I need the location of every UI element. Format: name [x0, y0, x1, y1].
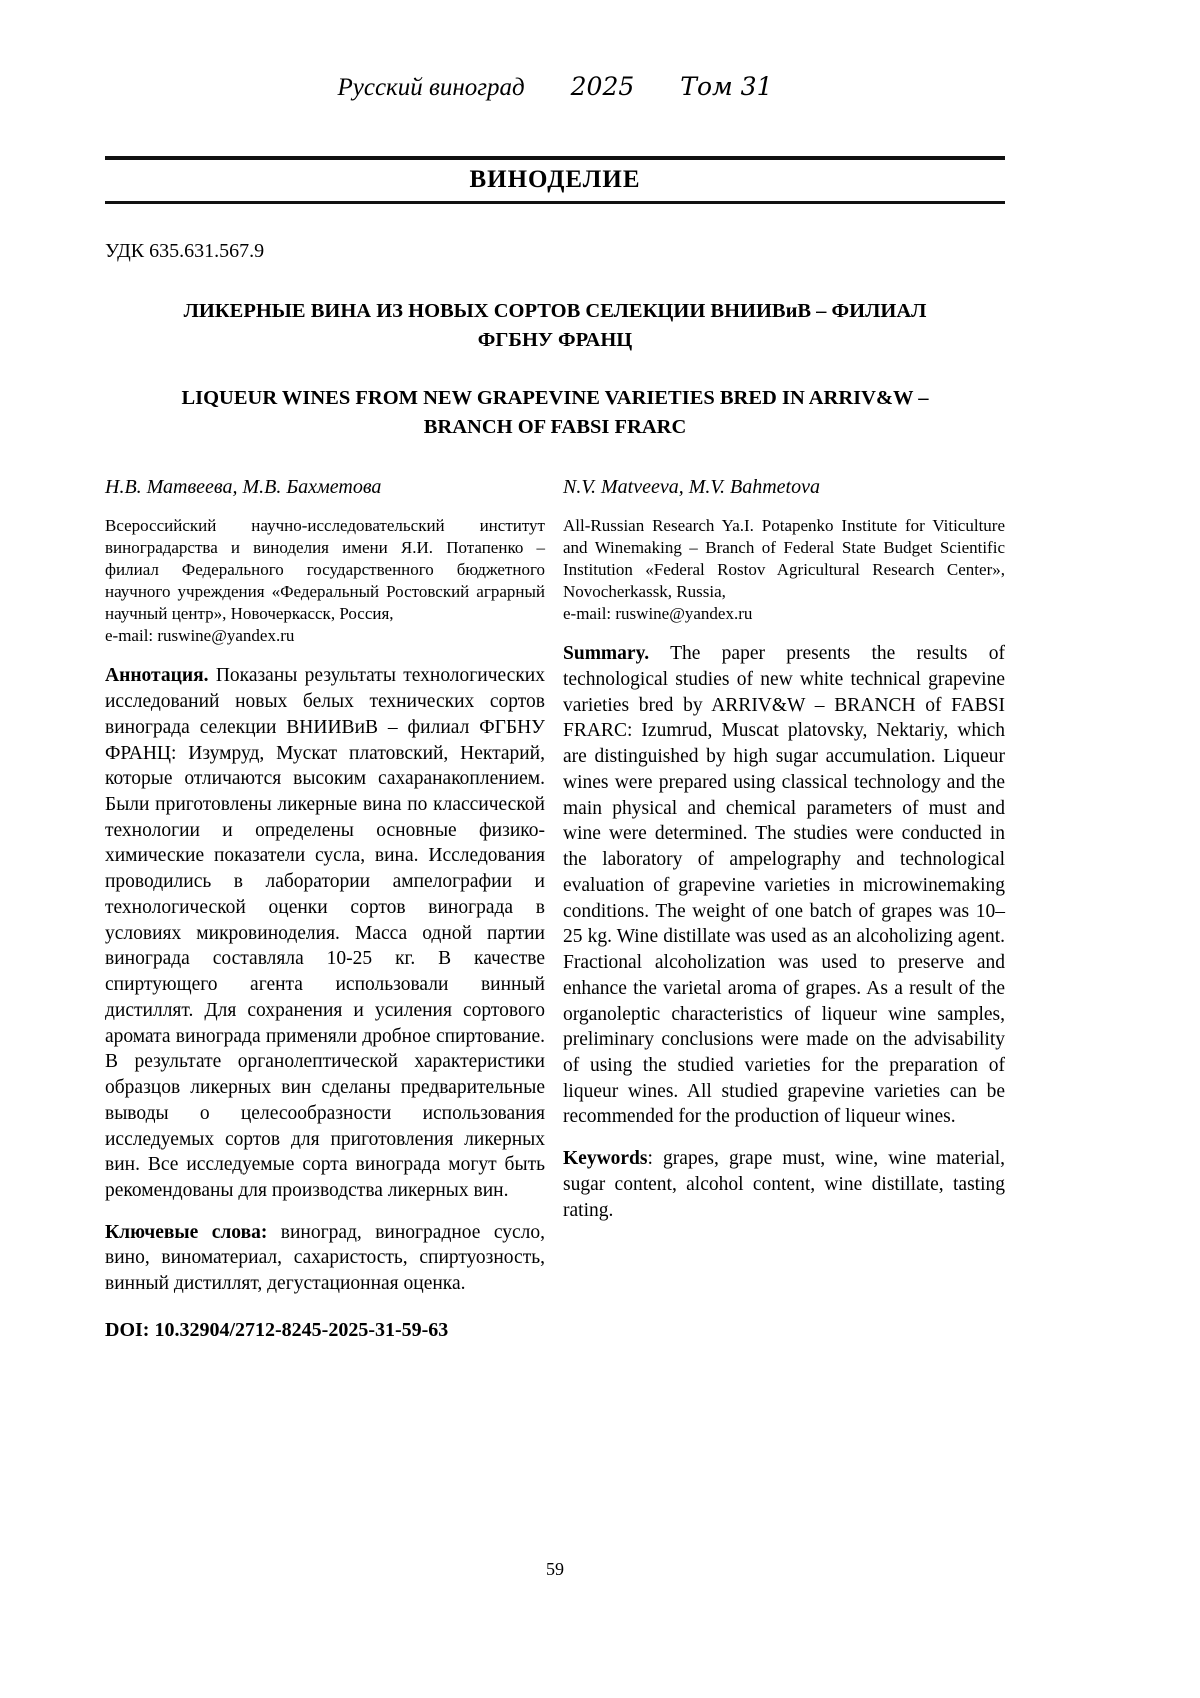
affiliation-en — [563, 515, 1005, 625]
section-rule-bottom — [105, 201, 1005, 204]
journal-year: 2025 — [570, 72, 635, 101]
journal-running-head — [105, 72, 1005, 102]
journal-title: Русский виноград — [337, 74, 525, 101]
column-english — [563, 476, 1005, 1362]
two-column-layout — [105, 476, 1005, 1362]
affiliation-ru-email: e-mail: ruswine@yandex.ru — [105, 626, 295, 646]
keywords-paragraph-ru — [105, 1220, 545, 1297]
section-title: ВИНОДЕЛИЕ — [469, 166, 641, 193]
abstract-text: Показаны результаты технологических исследований новых белых технических сортов винограда селекции ВНИИВиВ – филиал ФГБНУ ФРАНЦ: Изумруд, Мускат платовский, Нектарий, которые отличаются высоким сахаранакоплением. Были приготовлены ликерные вина по классической технологии и определены основные физико-химические показатели сусла, вина. Исследования проводились в лаборатории ампелографии и технологической оценки сортов винограда в условиях микровиноделия. Масса одной партии винограда составляла 10-25 кг. В качестве спиртующего агента использовали винный дистиллят. Для сохранения и усиления сортового аромата винограда применяли дробное спиртование. В результате органолептической характеристики образцов ликерных вин сделаны предварительные выводы о целесообразности использования исследуемых сортов для приготовления ликерных вин. Все исследуемые сорта винограда могут быть рекомендованы для производства ликерных вин. — [105, 665, 545, 1201]
affiliation-ru — [105, 515, 545, 648]
abstract-paragraph — [105, 663, 545, 1203]
keywords-label-en: Keywords — [563, 1148, 648, 1170]
page-number: 59 — [546, 1559, 564, 1579]
affiliation-en-email: e-mail: ruswine@yandex.ru — [563, 604, 753, 624]
summary-text: The paper presents the results of technological studies of new white technical grapevine varieties bred by ARRIV&W – BRANCH of FABSI FRARC: Izumrud, Muscat platovsky, Nektariy, which are distinguished by high sugar accumulation. Liqueur wines were prepared using classical technology and the main physical and chemical parameters of must and wine were determined. The studies were conducted in the laboratory of ampelography and technological evaluation of grapevine varieties in microwinemaking conditions. The weight of one batch of grapes was 10–25 kg. Wine distillate was used as an alcoholizing agent. Fractional alcoholization was used to preserve and enhance the varietal aroma of grapes. As a result of the organoleptic characteristics of liqueur wine samples, preliminary conclusions were made on the advisability of using the studied varieties for the preparation of liqueur wines. All studied grapevine varieties can be recommended for the production of liqueur wines. — [563, 643, 1005, 1128]
article-title-ru: ЛИКЕРНЫЕ ВИНА ИЗ НОВЫХ СОРТОВ СЕЛЕКЦИИ ВНИИВиВ – ФИЛИАЛ ФГБНУ ФРАНЦ — [183, 300, 927, 351]
keywords-text-en: : grapes, grape must, wine, wine material, sugar content, alcohol content, wine distillate, tasting rating. — [563, 1148, 1005, 1221]
authors-ru: Н.В. Матвеева, М.В. Бахметова — [105, 475, 382, 498]
section-banner — [105, 156, 1005, 204]
summary-paragraph — [563, 641, 1005, 1130]
summary-label: Summary. — [563, 643, 650, 665]
affiliation-ru-text: Всероссийский научно-исследовательский институт виноградарства и виноделия имени Я.И. Потапенко – филиал Федерального государственного бюджетного научного учреждения «Федеральный Ростовский аграрный научный центр», Новочеркасск, Россия, — [105, 515, 545, 624]
article-title-en: LIQUEUR WINES FROM NEW GRAPEVINE VARIETIES BRED IN ARRIV&W – BRANCH OF FABSI FRARC — [181, 387, 929, 439]
affiliation-en-text: All-Russian Research Ya.I. Potapenko Institute for Viticulture and Winemaking – Branch of Federal State Budget Scientific Institution «Federal Rostov Agricultural Research Center», Novocherkassk, Russia, — [563, 515, 1005, 602]
keywords-label-ru: Ключевые слова: — [105, 1221, 268, 1243]
column-russian — [105, 476, 545, 1362]
journal-volume: Том 31 — [680, 72, 773, 101]
doi-line: DOI: 10.32904/2712-8245-2025-31-59-63 — [105, 1318, 449, 1341]
keywords-paragraph-en — [563, 1146, 1005, 1223]
authors-en: N.V. Matveeva, M.V. Bahmetova — [563, 475, 820, 498]
page-content — [105, 72, 1005, 1362]
udc-number: УДК 635.631.567.9 — [105, 240, 265, 262]
abstract-label: Аннотация. — [105, 665, 209, 687]
keywords-text-ru: виноград, виноградное сусло, вино, виноматериал, сахаристость, спиртуозность, винный дистиллят, дегустационная оценка. — [105, 1221, 546, 1295]
